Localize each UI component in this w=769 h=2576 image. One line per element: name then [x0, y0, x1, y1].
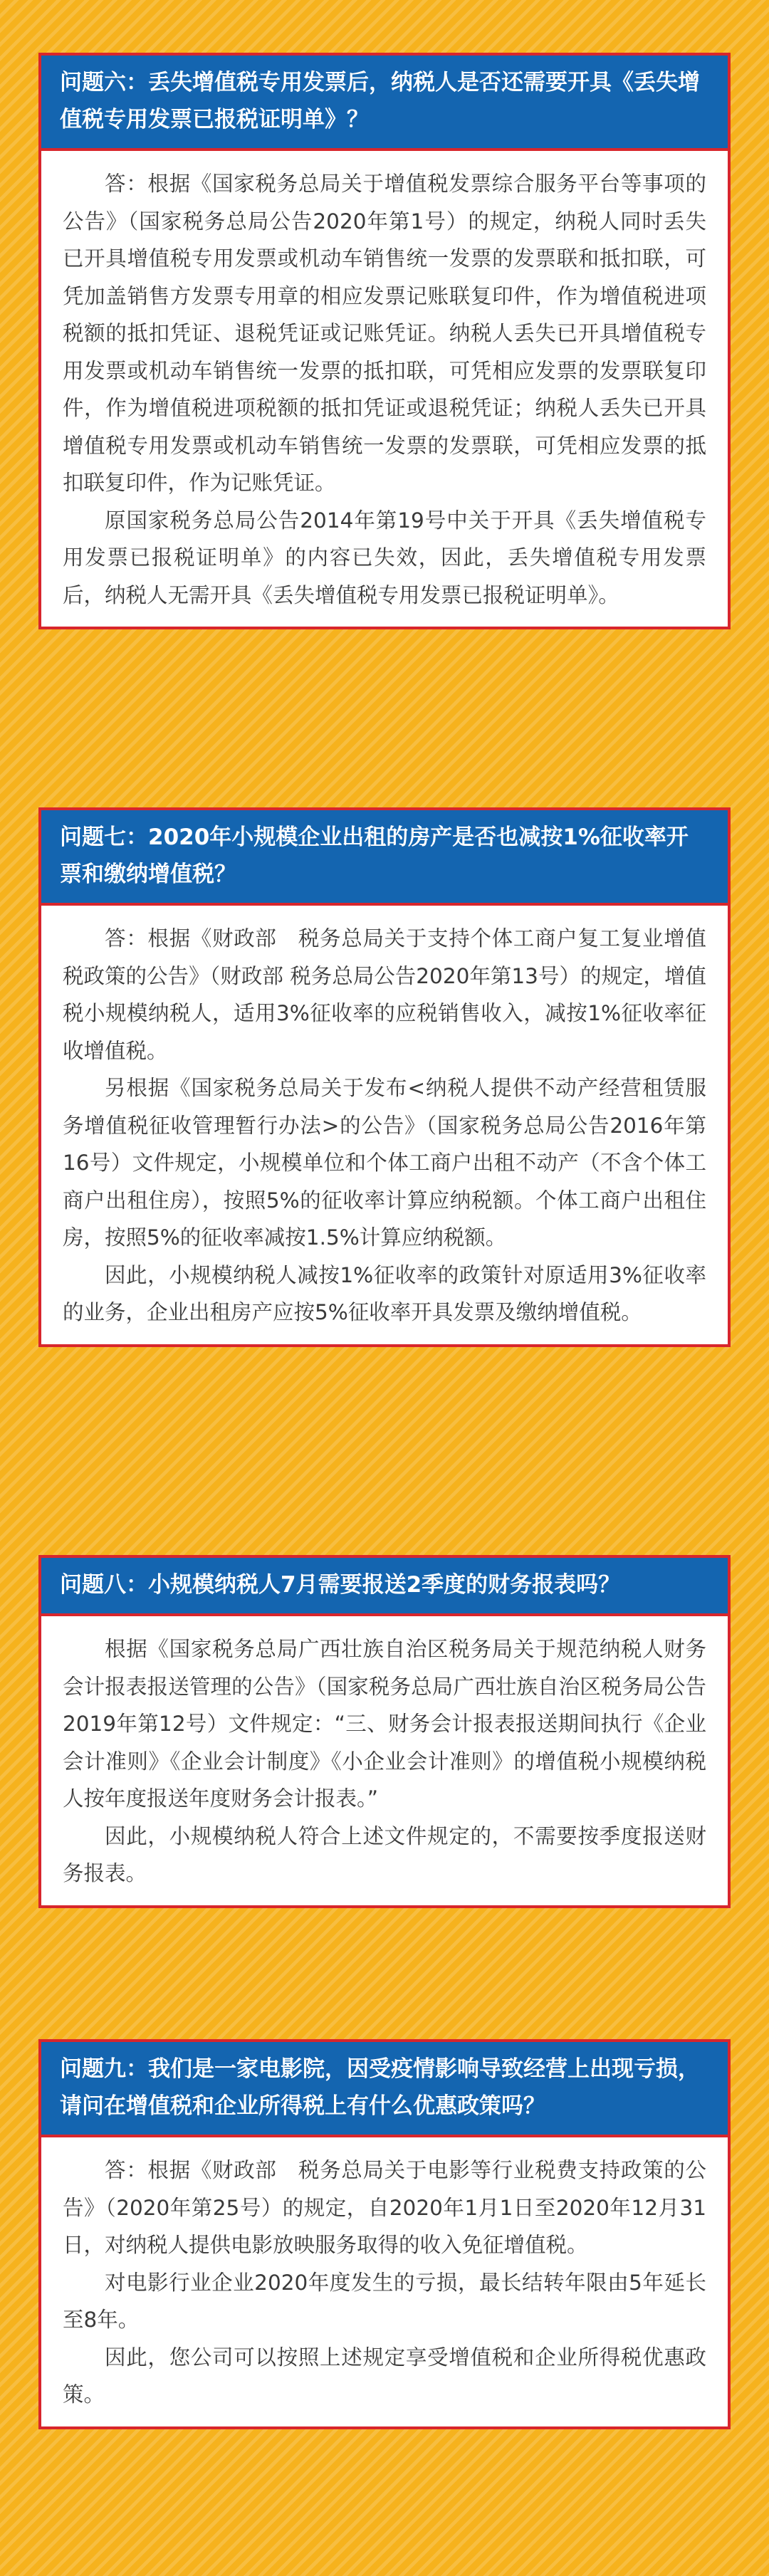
answer-body-8	[41, 1616, 728, 1905]
answer-body-6	[41, 151, 728, 627]
answer-paragraph: 另根据《国家税务总局关于发布<纳税人提供不动产经营租赁服务增值税征收管理暂行办法>的公告》（国家税务总局公告2016年第16号）文件规定，小规模单位和个体工商户出租不动产（不含个体工商户出租住房），按照5%的征收率计算应纳税额。个体工商户出租住房，按照5%的征收率减按1.5%计算应纳税额。	[63, 1076, 706, 1250]
answer-paragraph: 因此，小规模纳税人符合上述文件规定的，不需要按季度报送财务报表。	[63, 1823, 706, 1885]
answer-paragraph: 根据《国家税务总局广西壮族自治区税务局关于规范纳税人财务会计报表报送管理的公告》（国家税务总局广西壮族自治区税务局公告2019年第12号）文件规定：“三、财务会计报表报送期间执行《企业会计准则》《企业会计制度》《小企业会计准则》的增值税小规模纳税人按年度报送年度财务会计报表。”	[63, 1637, 706, 1811]
qa-card-6	[38, 53, 731, 629]
answer-paragraph: 答：根据《国家税务总局关于增值税发票综合服务平台等事项的公告》（国家税务总局公告2020年第1号）的规定，纳税人同时丢失已开具增值税专用发票或机动车销售统一发票的发票联和抵扣联，可凭加盖销售方发票专用章的相应发票记账联复印件，作为增值税进项税额的抵扣凭证、退税凭证或记账凭证。纳税人丢失已开具增值税专用发票或机动车销售统一发票的抵扣联，可凭相应发票的发票联复印件，作为增值税进项税额的抵扣凭证或退税凭证；纳税人丢失已开具增值税专用发票或机动车销售统一发票的发票联，可凭相应发票的抵扣联复印件，作为记账凭证。	[63, 172, 706, 495]
answer-paragraph: 原国家税务总局公告2014年第19号中关于开具《丢失增值税专用发票已报税证明单》的内容已失效，因此，丢失增值税专用发票后，纳税人无需开具《丢失增值税专用发票已报税证明单》。	[63, 508, 706, 607]
qa-card-9	[38, 2039, 731, 2429]
question-title-7: 问题七：2020年小规模企业出租的房产是否也减按1%征收率开票和缴纳增值税？	[41, 810, 728, 906]
answer-paragraph: 答：根据《财政部 税务总局关于电影等行业税费支持政策的公告》（2020年第25号）的规定，自2020年1月1日至2020年12月31日，对纳税人提供电影放映服务取得的收入免征增值税。	[63, 2158, 706, 2257]
question-title-9: 问题九：我们是一家电影院，因受疫情影响导致经营上出现亏损，请问在增值税和企业所得税上有什么优惠政策吗？	[41, 2042, 728, 2137]
qa-card-7	[38, 807, 731, 1347]
answer-paragraph: 答：根据《财政部 税务总局关于支持个体工商户复工复业增值税政策的公告》（财政部 税务总局公告2020年第13号）的规定，增值税小规模纳税人，适用3%征收率的应税销售收入，减按1%征收率征收增值税。	[63, 926, 706, 1063]
qa-card-8	[38, 1555, 731, 1908]
answer-body-7	[41, 906, 728, 1344]
question-title-8: 问题八：小规模纳税人7月需要报送2季度的财务报表吗？	[41, 1558, 728, 1616]
answer-paragraph: 因此，小规模纳税人减按1%征收率的政策针对原适用3%征收率的业务，企业出租房产应按5%征收率开具发票及缴纳增值税。	[63, 1262, 706, 1324]
answer-paragraph: 因此，您公司可以按照上述规定享受增值税和企业所得税优惠政策。	[63, 2345, 706, 2407]
question-title-6: 问题六：丢失增值税专用发票后，纳税人是否还需要开具《丢失增值税专用发票已报税证明单》？	[41, 56, 728, 151]
answer-body-9	[41, 2137, 728, 2426]
answer-paragraph: 对电影行业企业2020年度发生的亏损，最长结转年限由5年延长至8年。	[63, 2270, 706, 2332]
